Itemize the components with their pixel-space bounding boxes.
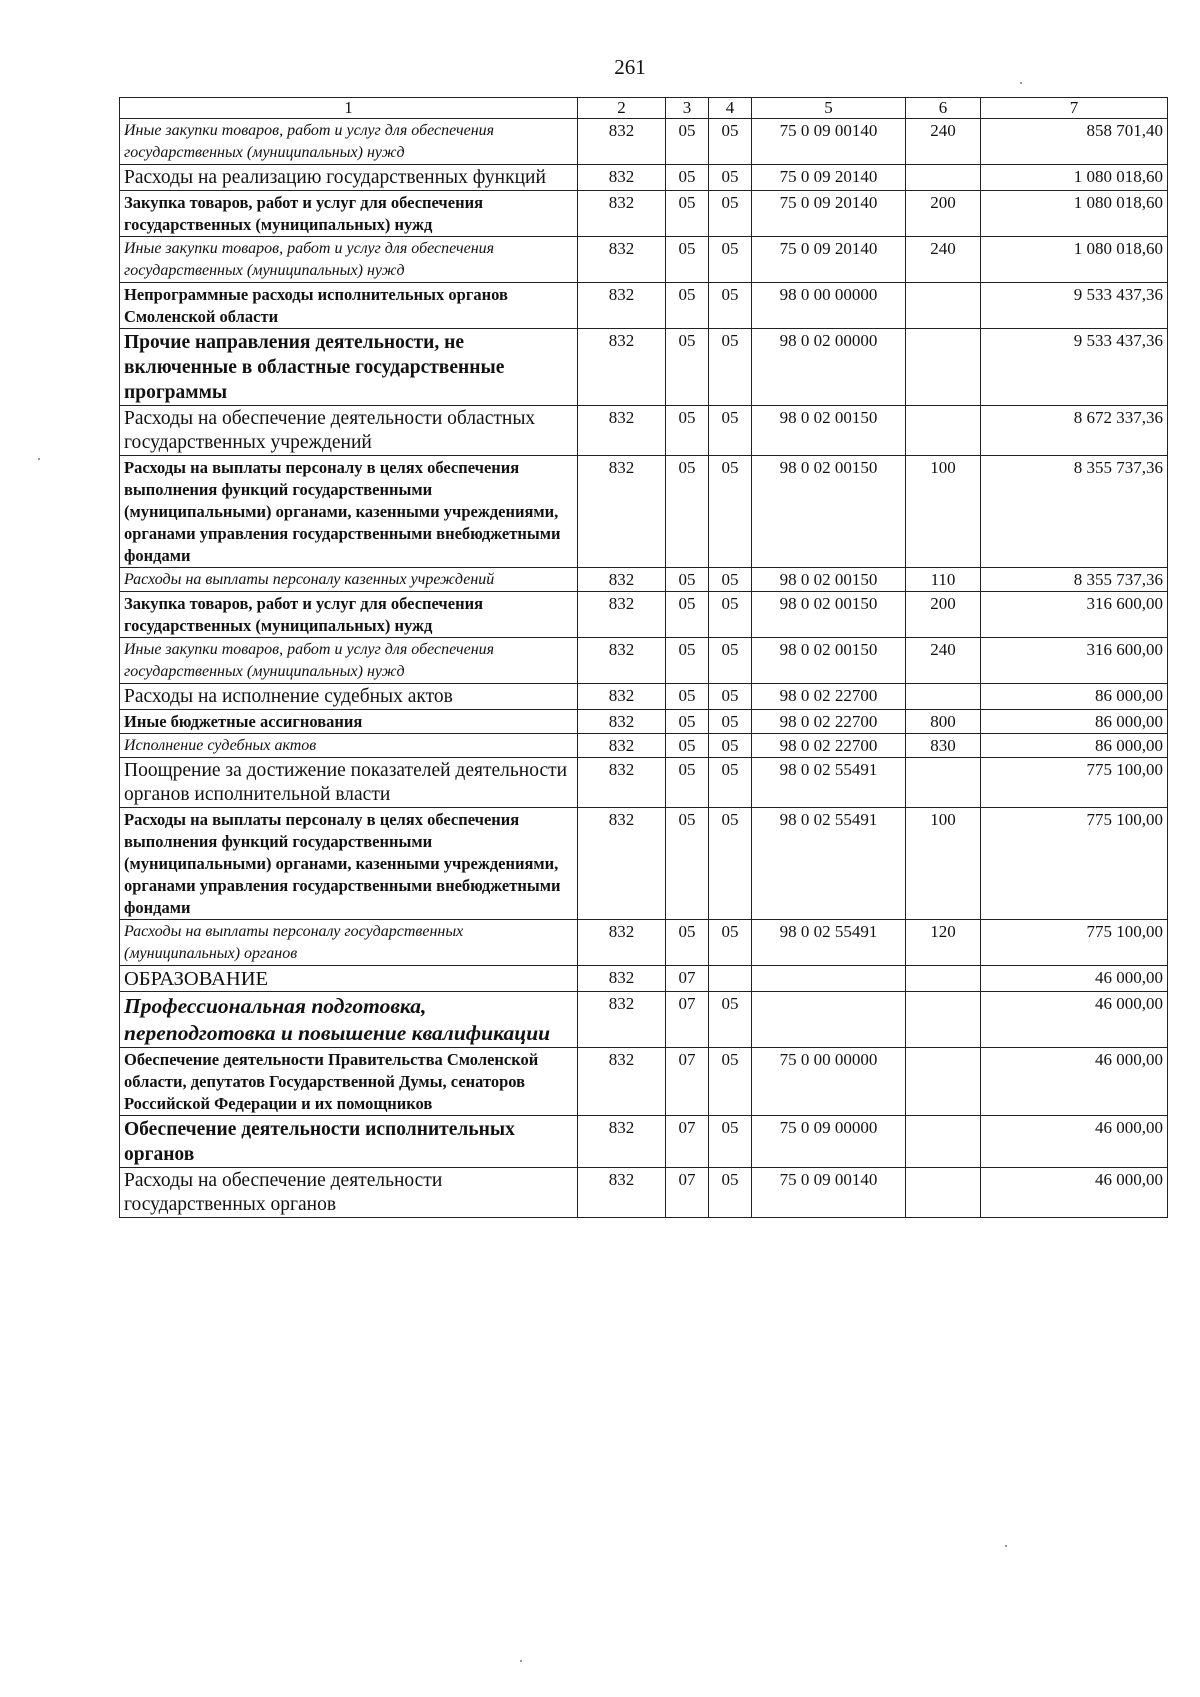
- row-description: Иные бюджетные ассигнования: [124, 712, 363, 731]
- row-description: Закупка товаров, работ и услуг для обеспечения государственных (муниципальных) нужд: [124, 193, 484, 234]
- amount-cell: 316 600,00: [981, 638, 1168, 684]
- amount-cell: 8 355 737,36: [981, 568, 1168, 592]
- amount-cell: 46 000,00: [981, 1116, 1168, 1168]
- section-code-cell: 05: [666, 592, 709, 638]
- subsection-code-cell: 05: [709, 568, 752, 592]
- expense-type-cell: 100: [906, 456, 981, 568]
- subsection-code-cell: 05: [709, 406, 752, 456]
- target-article-cell: 75 0 09 20140: [752, 237, 906, 283]
- expense-type-cell: 200: [906, 592, 981, 638]
- header-cell-7: 7: [981, 98, 1168, 119]
- description-cell: [120, 992, 578, 1048]
- expense-type-cell: [906, 966, 981, 992]
- table-row: [120, 684, 1168, 710]
- amount-cell: 8 672 337,36: [981, 406, 1168, 456]
- section-code-cell: 05: [666, 734, 709, 758]
- row-description: Исполнение судебных актов: [124, 737, 317, 754]
- target-article-cell: 98 0 02 22700: [752, 710, 906, 734]
- row-description: Расходы на выплаты персоналу государственных (муниципальных) органов: [124, 923, 464, 962]
- section-code-cell: 07: [666, 966, 709, 992]
- table-row: [120, 406, 1168, 456]
- expense-type-cell: [906, 684, 981, 710]
- subsection-code-cell: 05: [709, 592, 752, 638]
- expense-type-cell: 240: [906, 638, 981, 684]
- ministry-code-cell: 832: [578, 592, 666, 638]
- section-code-cell: 05: [666, 329, 709, 406]
- amount-cell: 86 000,00: [981, 734, 1168, 758]
- section-code-cell: 05: [666, 710, 709, 734]
- description-cell: [120, 568, 578, 592]
- target-article-cell: 98 0 00 00000: [752, 283, 906, 329]
- subsection-code-cell: 05: [709, 808, 752, 920]
- row-description: Поощрение за достижение показателей деятельности органов исполнительной власти: [124, 760, 568, 805]
- description-cell: [120, 329, 578, 406]
- ministry-code-cell: 832: [578, 992, 666, 1048]
- expense-type-cell: 120: [906, 920, 981, 966]
- row-description: Прочие направления деятельности, не включенные в областные государственные программы: [124, 332, 505, 403]
- table-header-row: [120, 98, 1168, 119]
- description-cell: [120, 638, 578, 684]
- amount-cell: 46 000,00: [981, 992, 1168, 1048]
- ministry-code-cell: 832: [578, 1168, 666, 1218]
- header-cell-2: 2: [578, 98, 666, 119]
- section-code-cell: 07: [666, 992, 709, 1048]
- expense-type-cell: 830: [906, 734, 981, 758]
- section-code-cell: 05: [666, 568, 709, 592]
- row-description: Закупка товаров, работ и услуг для обеспечения государственных (муниципальных) нужд: [124, 594, 484, 635]
- table-row: [120, 568, 1168, 592]
- ministry-code-cell: 832: [578, 710, 666, 734]
- ministry-code-cell: 832: [578, 119, 666, 165]
- ministry-code-cell: 832: [578, 758, 666, 808]
- amount-cell: 46 000,00: [981, 966, 1168, 992]
- section-code-cell: 07: [666, 1116, 709, 1168]
- description-cell: [120, 191, 578, 237]
- table-row: [120, 165, 1168, 191]
- amount-cell: 316 600,00: [981, 592, 1168, 638]
- amount-cell: 9 533 437,36: [981, 329, 1168, 406]
- ministry-code-cell: 832: [578, 568, 666, 592]
- section-code-cell: 05: [666, 920, 709, 966]
- table-row: [120, 237, 1168, 283]
- table-row: [120, 808, 1168, 920]
- table-row: [120, 966, 1168, 992]
- subsection-code-cell: [709, 966, 752, 992]
- expense-type-cell: 800: [906, 710, 981, 734]
- header-cell-4: 4: [709, 98, 752, 119]
- amount-cell: 8 355 737,36: [981, 456, 1168, 568]
- ministry-code-cell: 832: [578, 638, 666, 684]
- target-article-cell: 75 0 09 20140: [752, 165, 906, 191]
- table-body: [120, 98, 1168, 1218]
- section-code-cell: 05: [666, 808, 709, 920]
- target-article-cell: 98 0 02 55491: [752, 920, 906, 966]
- expense-type-cell: [906, 1168, 981, 1218]
- amount-cell: 1 080 018,60: [981, 237, 1168, 283]
- target-article-cell: 98 0 02 55491: [752, 808, 906, 920]
- amount-cell: 86 000,00: [981, 710, 1168, 734]
- target-article-cell: 98 0 02 00150: [752, 568, 906, 592]
- row-description: Расходы на обеспечение деятельности государственных органов: [124, 1170, 443, 1215]
- subsection-code-cell: 05: [709, 684, 752, 710]
- amount-cell: 86 000,00: [981, 684, 1168, 710]
- ministry-code-cell: 832: [578, 456, 666, 568]
- expense-type-cell: [906, 406, 981, 456]
- description-cell: [120, 710, 578, 734]
- ministry-code-cell: 832: [578, 920, 666, 966]
- subsection-code-cell: 05: [709, 638, 752, 684]
- ministry-code-cell: 832: [578, 406, 666, 456]
- section-code-cell: 05: [666, 191, 709, 237]
- header-cell-6: 6: [906, 98, 981, 119]
- expense-type-cell: [906, 1116, 981, 1168]
- row-description: Иные закупки товаров, работ и услуг для обеспечения государственных (муниципальных) нужд: [124, 641, 495, 680]
- row-description: Иные закупки товаров, работ и услуг для обеспечения государственных (муниципальных) нужд: [124, 240, 495, 279]
- description-cell: [120, 406, 578, 456]
- subsection-code-cell: 05: [709, 165, 752, 191]
- amount-cell: 46 000,00: [981, 1048, 1168, 1116]
- ministry-code-cell: 832: [578, 1048, 666, 1116]
- section-code-cell: 05: [666, 638, 709, 684]
- ministry-code-cell: 832: [578, 165, 666, 191]
- description-cell: [120, 283, 578, 329]
- expense-type-cell: [906, 165, 981, 191]
- subsection-code-cell: 05: [709, 710, 752, 734]
- expense-type-cell: 200: [906, 191, 981, 237]
- table-row: [120, 638, 1168, 684]
- description-cell: [120, 165, 578, 191]
- table-row: [120, 734, 1168, 758]
- subsection-code-cell: 05: [709, 758, 752, 808]
- scan-speck: [1020, 82, 1022, 84]
- description-cell: [120, 966, 578, 992]
- budget-table: [119, 97, 1168, 1218]
- expense-type-cell: [906, 329, 981, 406]
- target-article-cell: 98 0 02 55491: [752, 758, 906, 808]
- row-description: Расходы на реализацию государственных функций: [124, 167, 546, 188]
- row-description: Профессиональная подготовка, переподготовка и повышение квалификации: [124, 994, 551, 1045]
- table-row: [120, 1116, 1168, 1168]
- description-cell: [120, 237, 578, 283]
- expense-type-cell: [906, 1048, 981, 1116]
- table-row: [120, 1048, 1168, 1116]
- row-description: Непрограммные расходы исполнительных органов Смоленской области: [124, 285, 508, 326]
- row-description: ОБРАЗОВАНИЕ: [124, 968, 269, 990]
- subsection-code-cell: 05: [709, 1048, 752, 1116]
- target-article-cell: 98 0 02 00150: [752, 638, 906, 684]
- target-article-cell: 98 0 02 00150: [752, 406, 906, 456]
- scan-speck: [1005, 1545, 1007, 1547]
- expense-type-cell: [906, 283, 981, 329]
- section-code-cell: 05: [666, 119, 709, 165]
- description-cell: [120, 592, 578, 638]
- amount-cell: 775 100,00: [981, 920, 1168, 966]
- target-article-cell: 75 0 09 00140: [752, 119, 906, 165]
- table-row: [120, 1168, 1168, 1218]
- amount-cell: 858 701,40: [981, 119, 1168, 165]
- table-row: [120, 920, 1168, 966]
- target-article-cell: 75 0 09 20140: [752, 191, 906, 237]
- expense-type-cell: 100: [906, 808, 981, 920]
- ministry-code-cell: 832: [578, 734, 666, 758]
- subsection-code-cell: 05: [709, 992, 752, 1048]
- table-row: [120, 119, 1168, 165]
- section-code-cell: 05: [666, 283, 709, 329]
- table-row: [120, 283, 1168, 329]
- target-article-cell: 98 0 02 22700: [752, 734, 906, 758]
- table-row: [120, 329, 1168, 406]
- amount-cell: 1 080 018,60: [981, 191, 1168, 237]
- row-description: Расходы на выплаты персоналу в целях обеспечения выполнения функций государственными (муниципальными) органами, казенными учреждениями, органами управления государственными внебюджетными фондами: [124, 458, 561, 565]
- scan-speck: [38, 458, 40, 460]
- table-row: [120, 758, 1168, 808]
- ministry-code-cell: 832: [578, 237, 666, 283]
- target-article-cell: 98 0 02 22700: [752, 684, 906, 710]
- row-description: Расходы на исполнение судебных актов: [124, 686, 453, 707]
- description-cell: [120, 456, 578, 568]
- subsection-code-cell: 05: [709, 237, 752, 283]
- expense-type-cell: 110: [906, 568, 981, 592]
- header-cell-3: 3: [666, 98, 709, 119]
- target-article-cell: 75 0 00 00000: [752, 1048, 906, 1116]
- amount-cell: 775 100,00: [981, 758, 1168, 808]
- section-code-cell: 05: [666, 456, 709, 568]
- ministry-code-cell: 832: [578, 684, 666, 710]
- description-cell: [120, 1168, 578, 1218]
- section-code-cell: 05: [666, 237, 709, 283]
- description-cell: [120, 119, 578, 165]
- ministry-code-cell: 832: [578, 966, 666, 992]
- ministry-code-cell: 832: [578, 808, 666, 920]
- subsection-code-cell: 05: [709, 329, 752, 406]
- header-cell-1: 1: [120, 98, 578, 119]
- target-article-cell: 75 0 09 00140: [752, 1168, 906, 1218]
- amount-cell: 1 080 018,60: [981, 165, 1168, 191]
- subsection-code-cell: 05: [709, 1168, 752, 1218]
- subsection-code-cell: 05: [709, 283, 752, 329]
- scan-speck: [520, 1660, 522, 1662]
- row-description: Обеспечение деятельности Правительства Смоленской области, депутатов Государственной Думы, сенаторов Российской Федерации и их помощников: [124, 1050, 539, 1113]
- expense-type-cell: [906, 758, 981, 808]
- table-row: [120, 992, 1168, 1048]
- target-article-cell: 98 0 02 00150: [752, 592, 906, 638]
- description-cell: [120, 1048, 578, 1116]
- section-code-cell: 05: [666, 684, 709, 710]
- ministry-code-cell: 832: [578, 283, 666, 329]
- description-cell: [120, 758, 578, 808]
- description-cell: [120, 920, 578, 966]
- subsection-code-cell: 05: [709, 734, 752, 758]
- table-row: [120, 592, 1168, 638]
- expense-type-cell: [906, 992, 981, 1048]
- subsection-code-cell: 05: [709, 191, 752, 237]
- subsection-code-cell: 05: [709, 920, 752, 966]
- ministry-code-cell: 832: [578, 191, 666, 237]
- subsection-code-cell: 05: [709, 456, 752, 568]
- target-article-cell: 75 0 09 00000: [752, 1116, 906, 1168]
- amount-cell: 46 000,00: [981, 1168, 1168, 1218]
- description-cell: [120, 808, 578, 920]
- header-cell-5: 5: [752, 98, 906, 119]
- amount-cell: 775 100,00: [981, 808, 1168, 920]
- section-code-cell: 05: [666, 758, 709, 808]
- row-description: Расходы на выплаты персоналу казенных учреждений: [124, 571, 495, 588]
- target-article-cell: [752, 992, 906, 1048]
- row-description: Расходы на обеспечение деятельности областных государственных учреждений: [124, 408, 536, 453]
- ministry-code-cell: 832: [578, 329, 666, 406]
- amount-cell: 9 533 437,36: [981, 283, 1168, 329]
- target-article-cell: 98 0 02 00000: [752, 329, 906, 406]
- row-description: Обеспечение деятельности исполнительных органов: [124, 1119, 515, 1165]
- description-cell: [120, 1116, 578, 1168]
- section-code-cell: 07: [666, 1168, 709, 1218]
- section-code-cell: 07: [666, 1048, 709, 1116]
- table-row: [120, 710, 1168, 734]
- page-number: 261: [614, 55, 646, 79]
- expense-type-cell: 240: [906, 237, 981, 283]
- row-description: Расходы на выплаты персоналу в целях обеспечения выполнения функций государственными (муниципальными) органами, казенными учреждениями, органами управления государственными внебюджетными фондами: [124, 810, 561, 917]
- table-row: [120, 191, 1168, 237]
- subsection-code-cell: 05: [709, 1116, 752, 1168]
- target-article-cell: 98 0 02 00150: [752, 456, 906, 568]
- ministry-code-cell: 832: [578, 1116, 666, 1168]
- expense-type-cell: 240: [906, 119, 981, 165]
- table-row: [120, 456, 1168, 568]
- row-description: Иные закупки товаров, работ и услуг для обеспечения государственных (муниципальных) нужд: [124, 122, 495, 161]
- description-cell: [120, 734, 578, 758]
- description-cell: [120, 684, 578, 710]
- section-code-cell: 05: [666, 165, 709, 191]
- section-code-cell: 05: [666, 406, 709, 456]
- subsection-code-cell: 05: [709, 119, 752, 165]
- target-article-cell: [752, 966, 906, 992]
